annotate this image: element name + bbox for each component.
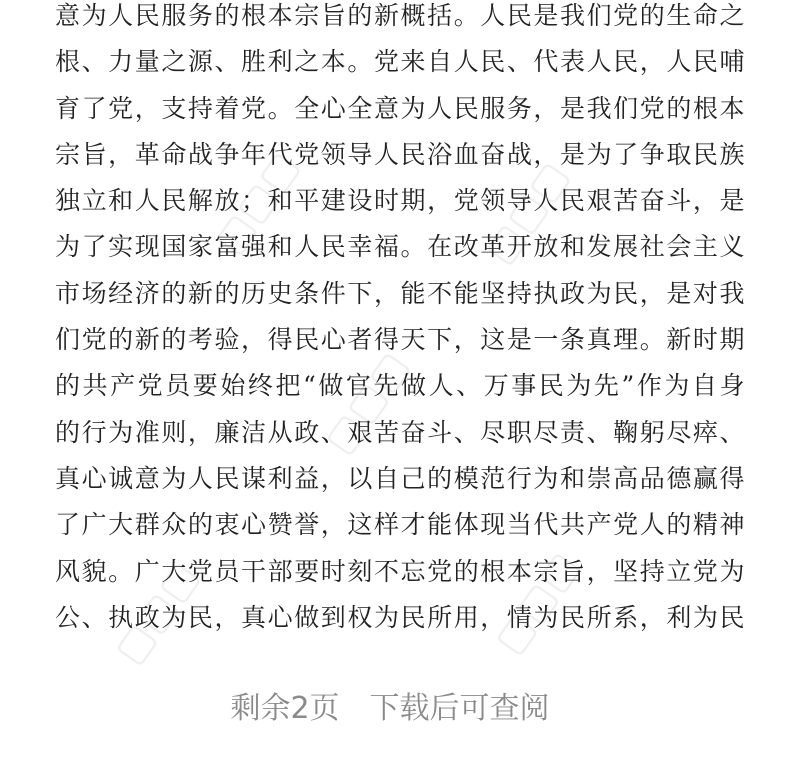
download-notice[interactable] <box>0 683 780 727</box>
remaining-pages-label: 剩余2页 <box>230 691 340 726</box>
watermark-icon: ▢▢▢ <box>485 543 589 663</box>
document-body <box>55 0 745 641</box>
text-line: 育了党，支持着党。全心全意为人民服务，是我们党的根本 <box>55 93 745 123</box>
text-line: 为了实现国家富强和人民幸福。在改革开放和发展社会主义 <box>55 232 745 262</box>
text-line: 根、力量之源、胜利之本。党来自人民、代表人民，人民哺 <box>55 47 745 77</box>
text-line: 公、执政为民，真心做到权为民所用，情为民所系，利为民 <box>55 602 745 632</box>
watermark-icon: ▢▢▢ <box>475 153 579 273</box>
text-line: 了广大群众的衷心赞誉，这样才能体现当代共产党人的精神 <box>55 510 745 540</box>
text-line: 风貌。广大党员干部要时刻不忘党的根本宗旨，坚持立党为 <box>55 556 745 586</box>
text-line: 的行为准则，廉洁从政、艰苦奋斗、尽职尽责、鞠躬尽瘁、 <box>55 417 745 447</box>
text-line: 市场经济的新的历史条件下，能不能坚持执政为民，是对我 <box>55 278 745 308</box>
download-prompt-label: 下载后可查阅 <box>369 691 550 726</box>
text-line: 宗旨，革命战争年代党领导人民浴血奋战，是为了争取民族 <box>55 139 745 169</box>
text-line: 的共产党员要始终把“做官先做人、万事民为先”作为自身 <box>55 371 745 401</box>
watermark-icon: ▢▢▢ <box>315 343 419 463</box>
watermark-icon: ▢▢▢ <box>105 553 209 673</box>
text-line: 们党的新的考验，得民心者得天下，这是一条真理。新时期 <box>55 325 745 355</box>
text-line: 意为人民服务的根本宗旨的新概括。人民是我们党的生命之 <box>55 1 745 30</box>
text-line: 独立和人民解放；和平建设时期，党领导人民艰苦奋斗，是 <box>55 186 745 216</box>
text-line: 真心诚意为人民谋利益，以自己的模范行为和崇高品德赢得 <box>55 463 745 493</box>
watermark-icon: ▢▢▢ <box>205 143 309 263</box>
